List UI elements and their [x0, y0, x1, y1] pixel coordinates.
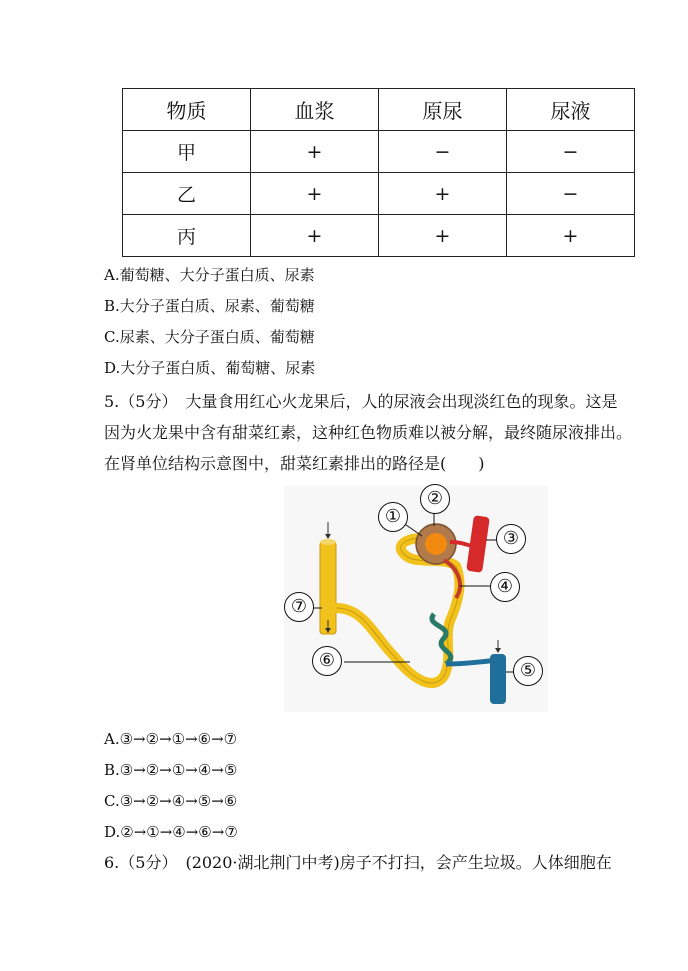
- label-6: ⑥: [312, 646, 342, 676]
- q5-option-c[interactable]: C.③→②→④→⑤→⑥: [104, 792, 238, 810]
- q5-stem-line2: 因为火龙果中含有甜菜红素，这种红色物质难以被分解，最终随尿液排出。: [104, 423, 633, 442]
- table-cell: +: [251, 131, 379, 173]
- table-cell: −: [507, 173, 635, 215]
- table-cell: +: [507, 215, 635, 257]
- data-table: [122, 88, 635, 257]
- q4-option-b[interactable]: B.大分子蛋白质、尿素、葡萄糖: [104, 297, 315, 315]
- q5-option-d[interactable]: D.②→①→④→⑥→⑦: [104, 823, 238, 841]
- q4-option-d[interactable]: D.大分子蛋白质、葡萄糖、尿素: [104, 359, 316, 377]
- q6-stem-line1: 6.（5分） (2020·湖北荆门中考)房子不打扫，会产生垃圾。人体细胞在: [104, 853, 612, 872]
- q5-option-b[interactable]: B.③→②→①→④→⑤: [104, 761, 238, 779]
- table-cell: 丙: [123, 215, 251, 257]
- table-cell: −: [379, 131, 507, 173]
- label-2: ②: [420, 484, 450, 514]
- table-header-cell: 物质: [123, 89, 251, 131]
- table-header-cell: 尿液: [507, 89, 635, 131]
- table-cell: 乙: [123, 173, 251, 215]
- table-row: [123, 173, 635, 215]
- q5-option-a[interactable]: A.③→②→①→⑥→⑦: [104, 730, 238, 748]
- q4-option-c[interactable]: C.尿素、大分子蛋白质、葡萄糖: [104, 328, 315, 346]
- q4-option-a[interactable]: A.葡萄糖、大分子蛋白质、尿素: [104, 266, 315, 284]
- label-1: ①: [378, 502, 408, 532]
- label-4: ④: [490, 572, 520, 602]
- table-cell: 甲: [123, 131, 251, 173]
- table-row: [123, 215, 635, 257]
- label-7: ⑦: [284, 592, 314, 622]
- table-header-row: [123, 89, 635, 131]
- table-cell: +: [251, 215, 379, 257]
- collecting-duct-top: [320, 539, 336, 545]
- nephron-diagram: [284, 486, 548, 712]
- q5-stem-line1: 5.（5分） 大量食用红心火龙果后，人的尿液会出现淡红色的现象。这是: [104, 392, 618, 411]
- table-row: [123, 131, 635, 173]
- table-cell: +: [379, 215, 507, 257]
- label-5: ⑤: [513, 656, 543, 686]
- renal-vein: [490, 654, 506, 704]
- table-cell: +: [379, 173, 507, 215]
- table-header-cell: 血浆: [251, 89, 379, 131]
- label-3: ③: [496, 524, 526, 554]
- table-cell: +: [251, 173, 379, 215]
- q5-stem-line3: 在肾单位结构示意图中，甜菜红素排出的路径是( ): [104, 454, 485, 473]
- table-cell: −: [507, 131, 635, 173]
- table-header-cell: 原尿: [379, 89, 507, 131]
- glomerulus: [425, 533, 447, 555]
